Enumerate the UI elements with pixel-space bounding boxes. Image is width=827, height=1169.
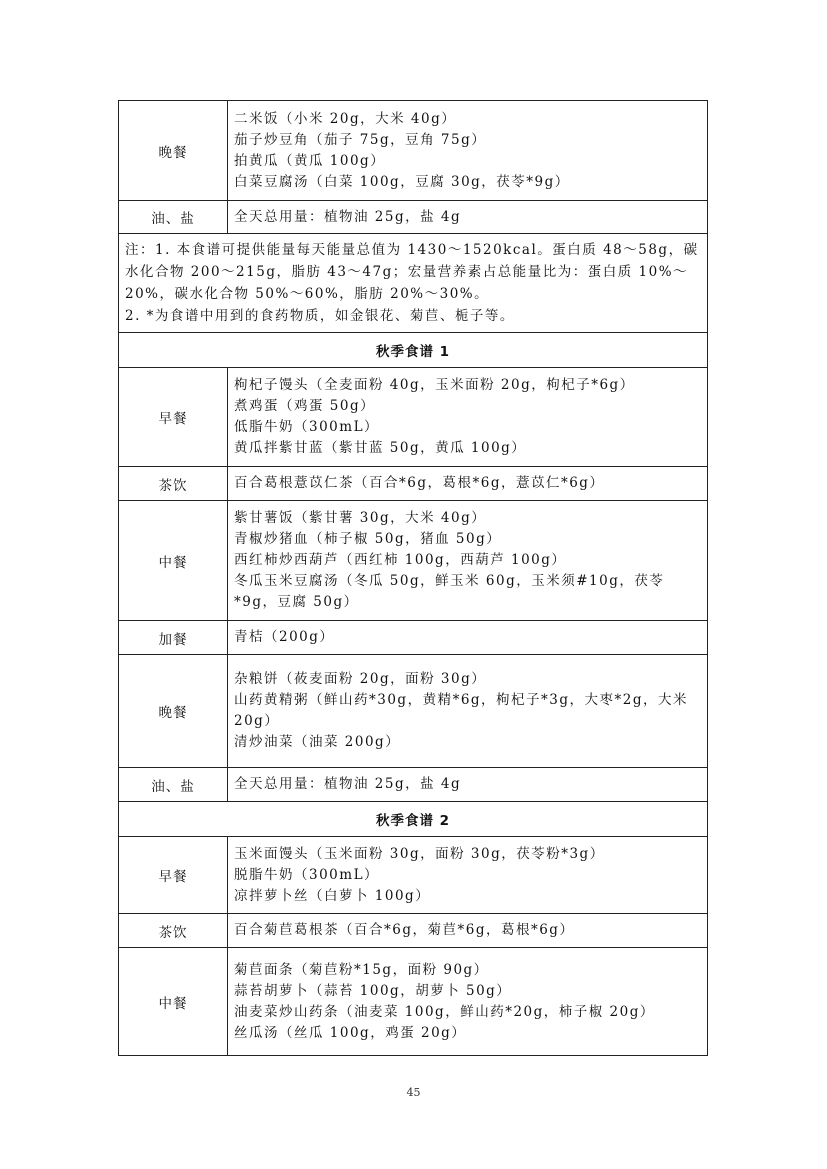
meal-content: [228, 768, 708, 802]
dish-line: 百合菊苣葛根茶（百合*6g，菊苣*6g，葛根*6g）: [234, 922, 575, 938]
dish-line: 冬瓜玉米豆腐汤（冬瓜 50g，鲜玉米 60g，玉米须#10g，茯苓*9g，豆腐 50g）: [234, 573, 665, 610]
meal-label: 早餐: [119, 837, 228, 914]
dish-line: 清炒油菜（油菜 200g）: [234, 734, 401, 750]
menu-table: [118, 100, 708, 1056]
dish-line: 丝瓜汤（丝瓜 100g，鸡蛋 20g）: [234, 1024, 467, 1041]
dish-line: 蒜苔胡萝卜（蒜苔 100g，胡萝卜 50g）: [234, 982, 512, 999]
dish-line: 凉拌萝卜丝（白萝卜 100g）: [234, 887, 431, 904]
meal-label: 晚餐: [119, 101, 228, 201]
table-row: [119, 467, 708, 501]
table-row: [119, 914, 708, 948]
meal-label: 晚餐: [119, 655, 228, 768]
table-row: [119, 101, 708, 201]
dish-line: 紫甘薯饭（紫甘薯 30g，大米 40g）: [234, 510, 487, 526]
meal-label: 油、盐: [119, 201, 228, 234]
meal-label: 中餐: [119, 501, 228, 621]
section-title: 秋季食谱 1: [119, 333, 708, 368]
table-row: [119, 234, 708, 333]
table-row: [119, 802, 708, 837]
note-line: 2. *为食谱中用到的食药物质，如金银花、菊苣、栀子等。: [125, 308, 515, 324]
note-line: 注：1. 本食谱可提供能量每天能量总值为 1430～1520kcal。蛋白质 48～58g，碳水化合物 200～215g，脂肪 43～47g；宏量营养素占总能量比为：蛋白质 10%～20%，碳水化合物 50%～60%，脂肪 20%～30%。: [125, 242, 699, 302]
dish-line: 低脂牛奶（300mL）: [234, 419, 380, 435]
dish-line: 青椒炒猪血（柿子椒 50g，猪血 50g）: [234, 531, 502, 547]
meal-content: [228, 101, 708, 201]
dish-line: 杂粮饼（莜麦面粉 20g，面粉 30g）: [234, 671, 487, 687]
dish-line: 二米饭（小米 20g，大米 40g）: [234, 110, 457, 127]
meal-content: [228, 914, 708, 948]
dish-line: 茄子炒豆角（茄子 75g，豆角 75g）: [234, 131, 487, 148]
meal-content: [228, 501, 708, 621]
meal-label: 油、盐: [119, 768, 228, 802]
meal-label: 茶饮: [119, 467, 228, 501]
dish-line: 脱脂牛奶（300mL）: [234, 866, 380, 883]
dish-line: 油麦菜炒山药条（油麦菜 100g，鲜山药*20g，柿子椒 20g）: [234, 1003, 655, 1020]
table-row: [119, 501, 708, 621]
dish-line: 青桔（200g）: [234, 629, 335, 645]
table-row: [119, 621, 708, 655]
meal-content: [228, 467, 708, 501]
dish-line: 拍黄瓜（黄瓜 100g）: [234, 152, 386, 169]
table-row: [119, 948, 708, 1056]
meal-content: [228, 621, 708, 655]
dish-line: 山药黄精粥（鲜山药*30g，黄精*6g，枸杞子*3g，大枣*2g，大米 20g）: [234, 692, 689, 729]
dish-line: 全天总用量：植物油 25g，盐 4g: [234, 776, 462, 792]
page-number: 45: [406, 1086, 421, 1099]
dish-line: 全天总用量：植物油 25g，盐 4g: [234, 208, 462, 225]
meal-content: [228, 368, 708, 467]
meal-content: [228, 655, 708, 768]
dish-line: 煮鸡蛋（鸡蛋 50g）: [234, 398, 376, 414]
dish-line: 百合葛根薏苡仁茶（百合*6g，葛根*6g，薏苡仁*6g）: [234, 475, 605, 491]
dish-line: 西红柿炒西葫芦（西红柿 100g，西葫芦 100g）: [234, 552, 567, 568]
meal-label: 茶饮: [119, 914, 228, 948]
dish-line: 枸杞子馒头（全麦面粉 40g，玉米面粉 20g，枸杞子*6g）: [234, 377, 635, 393]
table-row: [119, 768, 708, 802]
meal-label: 早餐: [119, 368, 228, 467]
table-row: [119, 655, 708, 768]
dish-line: 黄瓜拌紫甘蓝（紫甘蓝 50g，黄瓜 100g）: [234, 440, 527, 456]
table-row: [119, 837, 708, 914]
meal-content: [228, 837, 708, 914]
table-row: [119, 201, 708, 234]
dish-line: 菊苣面条（菊苣粉*15g，面粉 90g）: [234, 961, 489, 978]
nutrition-note: [119, 234, 708, 333]
meal-label: 加餐: [119, 621, 228, 655]
table-row: [119, 333, 708, 368]
section-title: 秋季食谱 2: [119, 802, 708, 837]
meal-content: [228, 948, 708, 1056]
meal-content: [228, 201, 708, 234]
dish-line: 白菜豆腐汤（白菜 100g，豆腐 30g，茯苓*9g）: [234, 173, 570, 190]
meal-label: 中餐: [119, 948, 228, 1056]
dish-line: 玉米面馒头（玉米面粉 30g，面粉 30g，茯苓粉*3g）: [234, 845, 605, 862]
table-row: [119, 368, 708, 467]
